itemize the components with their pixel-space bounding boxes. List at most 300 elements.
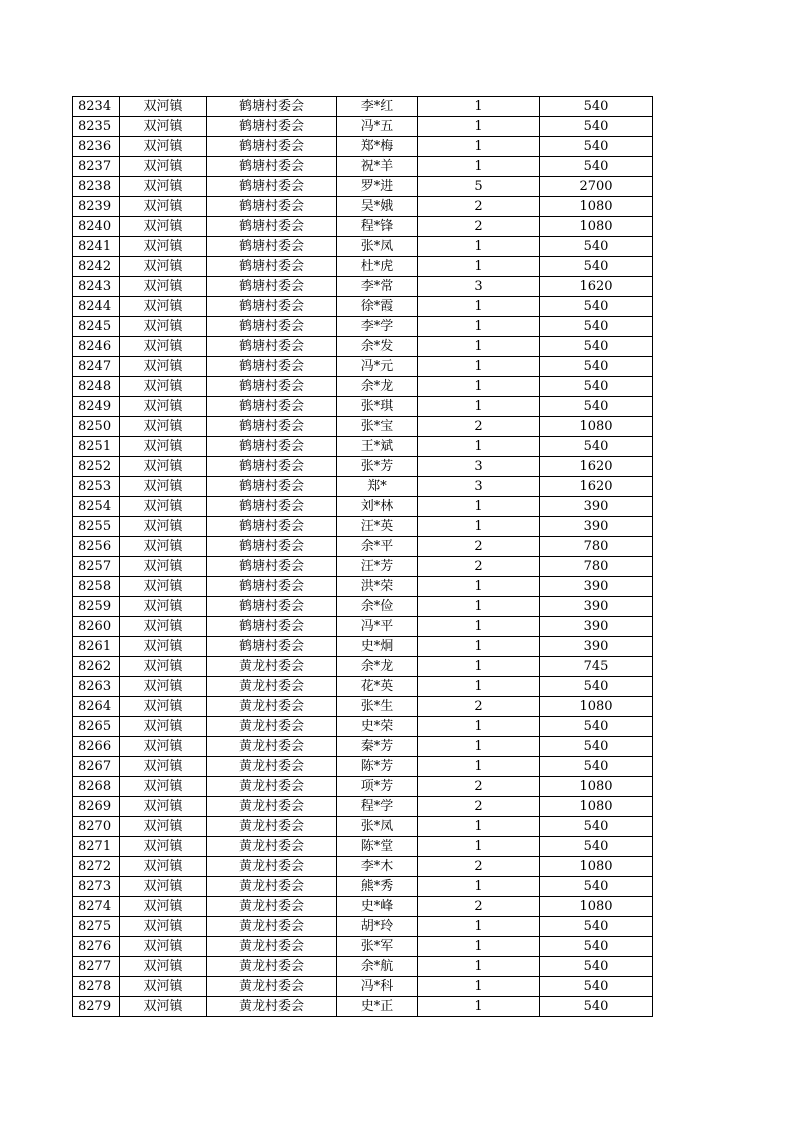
person-name-cell: 余*发 [337,337,418,357]
table-row [73,837,653,857]
household-count-cell: 1 [418,737,540,757]
table-row [73,697,653,717]
household-count-cell: 1 [418,317,540,337]
town-name-cell: 双河镇 [120,277,207,297]
person-name-cell: 洪*荣 [337,577,418,597]
table-row [73,937,653,957]
village-committee-cell: 鹤塘村委会 [207,97,337,117]
town-name-cell: 双河镇 [120,557,207,577]
person-name-cell: 史*峰 [337,897,418,917]
row-number-cell: 8258 [73,577,120,597]
village-committee-cell: 黄龙村委会 [207,957,337,977]
person-name-cell: 王*斌 [337,437,418,457]
row-number-cell: 8265 [73,717,120,737]
amount-cell: 390 [540,497,653,517]
amount-cell: 1080 [540,777,653,797]
row-number-cell: 8268 [73,777,120,797]
town-name-cell: 双河镇 [120,837,207,857]
village-committee-cell: 鹤塘村委会 [207,397,337,417]
amount-cell: 540 [540,917,653,937]
amount-cell: 780 [540,557,653,577]
row-number-cell: 8273 [73,877,120,897]
amount-cell: 1620 [540,457,653,477]
table-row [73,597,653,617]
table-row [73,497,653,517]
amount-cell: 540 [540,717,653,737]
town-name-cell: 双河镇 [120,597,207,617]
table-row [73,317,653,337]
village-committee-cell: 黄龙村委会 [207,797,337,817]
amount-cell: 540 [540,977,653,997]
household-count-cell: 2 [418,797,540,817]
row-number-cell: 8259 [73,597,120,617]
person-name-cell: 余*航 [337,957,418,977]
table-row [73,957,653,977]
town-name-cell: 双河镇 [120,617,207,637]
table-row [73,617,653,637]
town-name-cell: 双河镇 [120,417,207,437]
amount-cell: 390 [540,617,653,637]
household-count-cell: 1 [418,237,540,257]
household-count-cell: 2 [418,537,540,557]
person-name-cell: 郑*梅 [337,137,418,157]
table-row [73,417,653,437]
row-number-cell: 8256 [73,537,120,557]
amount-cell: 540 [540,317,653,337]
person-name-cell: 陈*芳 [337,757,418,777]
town-name-cell: 双河镇 [120,857,207,877]
table-row [73,397,653,417]
person-name-cell: 余*龙 [337,657,418,677]
household-count-cell: 3 [418,477,540,497]
household-count-cell: 1 [418,837,540,857]
village-committee-cell: 鹤塘村委会 [207,437,337,457]
village-committee-cell: 鹤塘村委会 [207,577,337,597]
town-name-cell: 双河镇 [120,177,207,197]
household-count-cell: 3 [418,457,540,477]
household-count-cell: 1 [418,677,540,697]
household-count-cell: 1 [418,637,540,657]
table-row [73,717,653,737]
household-count-cell: 1 [418,937,540,957]
amount-cell: 1080 [540,697,653,717]
household-count-cell: 1 [418,997,540,1017]
amount-cell: 390 [540,517,653,537]
person-name-cell: 张*琪 [337,397,418,417]
village-committee-cell: 鹤塘村委会 [207,237,337,257]
table-body [73,97,653,1017]
person-name-cell: 郑* [337,477,418,497]
person-name-cell: 程*锋 [337,217,418,237]
person-name-cell: 刘*林 [337,497,418,517]
table-row [73,857,653,877]
household-count-cell: 1 [418,657,540,677]
table-row [73,817,653,837]
table-row [73,637,653,657]
person-name-cell: 李*学 [337,317,418,337]
row-number-cell: 8264 [73,697,120,717]
row-number-cell: 8235 [73,117,120,137]
person-name-cell: 陈*堂 [337,837,418,857]
village-committee-cell: 黄龙村委会 [207,857,337,877]
table-row [73,557,653,577]
village-committee-cell: 黄龙村委会 [207,837,337,857]
amount-cell: 390 [540,637,653,657]
person-name-cell: 史*正 [337,997,418,1017]
table-row [73,677,653,697]
amount-cell: 540 [540,437,653,457]
village-committee-cell: 鹤塘村委会 [207,637,337,657]
household-count-cell: 1 [418,917,540,937]
person-name-cell: 张*军 [337,937,418,957]
row-number-cell: 8275 [73,917,120,937]
row-number-cell: 8267 [73,757,120,777]
person-name-cell: 冯*平 [337,617,418,637]
row-number-cell: 8276 [73,937,120,957]
person-name-cell: 冯*五 [337,117,418,137]
row-number-cell: 8250 [73,417,120,437]
amount-cell: 540 [540,97,653,117]
row-number-cell: 8253 [73,477,120,497]
person-name-cell: 胡*玲 [337,917,418,937]
village-committee-cell: 鹤塘村委会 [207,597,337,617]
town-name-cell: 双河镇 [120,317,207,337]
town-name-cell: 双河镇 [120,197,207,217]
town-name-cell: 双河镇 [120,997,207,1017]
town-name-cell: 双河镇 [120,377,207,397]
row-number-cell: 8248 [73,377,120,397]
amount-cell: 540 [540,357,653,377]
table-row [73,997,653,1017]
table-row [73,877,653,897]
household-count-cell: 1 [418,97,540,117]
town-name-cell: 双河镇 [120,397,207,417]
table-row [73,197,653,217]
household-count-cell: 1 [418,757,540,777]
amount-cell: 540 [540,817,653,837]
town-name-cell: 双河镇 [120,737,207,757]
row-number-cell: 8279 [73,997,120,1017]
town-name-cell: 双河镇 [120,157,207,177]
household-count-cell: 1 [418,957,540,977]
village-committee-cell: 黄龙村委会 [207,877,337,897]
town-name-cell: 双河镇 [120,657,207,677]
village-committee-cell: 黄龙村委会 [207,897,337,917]
household-count-cell: 2 [418,417,540,437]
amount-cell: 540 [540,957,653,977]
table-row [73,457,653,477]
village-committee-cell: 黄龙村委会 [207,737,337,757]
person-name-cell: 张*芳 [337,457,418,477]
amount-cell: 540 [540,937,653,957]
town-name-cell: 双河镇 [120,517,207,537]
amount-cell: 540 [540,757,653,777]
town-name-cell: 双河镇 [120,477,207,497]
village-committee-cell: 鹤塘村委会 [207,517,337,537]
village-committee-cell: 黄龙村委会 [207,777,337,797]
amount-cell: 540 [540,257,653,277]
household-count-cell: 1 [418,577,540,597]
household-count-cell: 1 [418,517,540,537]
table-row [73,977,653,997]
table-row [73,477,653,497]
person-name-cell: 花*英 [337,677,418,697]
row-number-cell: 8252 [73,457,120,477]
village-committee-cell: 鹤塘村委会 [207,297,337,317]
town-name-cell: 双河镇 [120,357,207,377]
amount-cell: 540 [540,137,653,157]
amount-cell: 540 [540,877,653,897]
town-name-cell: 双河镇 [120,577,207,597]
row-number-cell: 8241 [73,237,120,257]
household-count-cell: 1 [418,717,540,737]
household-count-cell: 2 [418,217,540,237]
person-name-cell: 徐*霞 [337,297,418,317]
household-count-cell: 1 [418,497,540,517]
table-row [73,517,653,537]
table-row [73,437,653,457]
person-name-cell: 张*凤 [337,237,418,257]
table-row [73,257,653,277]
table-row [73,657,653,677]
table-row [73,277,653,297]
town-name-cell: 双河镇 [120,697,207,717]
row-number-cell: 8244 [73,297,120,317]
town-name-cell: 双河镇 [120,677,207,697]
row-number-cell: 8239 [73,197,120,217]
table-row [73,237,653,257]
amount-cell: 540 [540,737,653,757]
row-number-cell: 8243 [73,277,120,297]
row-number-cell: 8240 [73,217,120,237]
household-count-cell: 1 [418,617,540,637]
table-row [73,537,653,557]
household-count-cell: 2 [418,557,540,577]
village-committee-cell: 鹤塘村委会 [207,537,337,557]
amount-cell: 1080 [540,197,653,217]
village-committee-cell: 鹤塘村委会 [207,117,337,137]
village-committee-cell: 黄龙村委会 [207,917,337,937]
town-name-cell: 双河镇 [120,797,207,817]
amount-cell: 1080 [540,417,653,437]
amount-cell: 540 [540,337,653,357]
row-number-cell: 8277 [73,957,120,977]
village-committee-cell: 鹤塘村委会 [207,417,337,437]
table-row [73,797,653,817]
person-name-cell: 汪*芳 [337,557,418,577]
village-committee-cell: 鹤塘村委会 [207,257,337,277]
household-count-cell: 1 [418,977,540,997]
person-name-cell: 张*生 [337,697,418,717]
village-committee-cell: 鹤塘村委会 [207,217,337,237]
village-committee-cell: 鹤塘村委会 [207,457,337,477]
household-count-cell: 2 [418,197,540,217]
village-committee-cell: 鹤塘村委会 [207,317,337,337]
row-number-cell: 8271 [73,837,120,857]
town-name-cell: 双河镇 [120,97,207,117]
table-row [73,577,653,597]
household-count-cell: 1 [418,337,540,357]
table-row [73,337,653,357]
town-name-cell: 双河镇 [120,957,207,977]
person-name-cell: 祝*羊 [337,157,418,177]
table-row [73,117,653,137]
person-name-cell: 史*炯 [337,637,418,657]
household-count-cell: 1 [418,377,540,397]
row-number-cell: 8249 [73,397,120,417]
table-row [73,97,653,117]
table-row [73,137,653,157]
row-number-cell: 8262 [73,657,120,677]
village-committee-cell: 黄龙村委会 [207,757,337,777]
village-committee-cell: 鹤塘村委会 [207,617,337,637]
table-row [73,897,653,917]
amount-cell: 540 [540,677,653,697]
village-committee-cell: 黄龙村委会 [207,677,337,697]
row-number-cell: 8251 [73,437,120,457]
row-number-cell: 8245 [73,317,120,337]
amount-cell: 540 [540,237,653,257]
village-committee-cell: 鹤塘村委会 [207,337,337,357]
town-name-cell: 双河镇 [120,297,207,317]
row-number-cell: 8237 [73,157,120,177]
household-count-cell: 1 [418,157,540,177]
amount-cell: 1620 [540,477,653,497]
town-name-cell: 双河镇 [120,457,207,477]
household-count-cell: 2 [418,857,540,877]
town-name-cell: 双河镇 [120,537,207,557]
town-name-cell: 双河镇 [120,337,207,357]
household-count-cell: 1 [418,437,540,457]
town-name-cell: 双河镇 [120,637,207,657]
town-name-cell: 双河镇 [120,437,207,457]
amount-cell: 540 [540,377,653,397]
household-count-cell: 1 [418,597,540,617]
village-committee-cell: 鹤塘村委会 [207,197,337,217]
row-number-cell: 8272 [73,857,120,877]
row-number-cell: 8261 [73,637,120,657]
household-count-cell: 1 [418,257,540,277]
person-name-cell: 余*俭 [337,597,418,617]
town-name-cell: 双河镇 [120,257,207,277]
town-name-cell: 双河镇 [120,777,207,797]
person-name-cell: 张*凤 [337,817,418,837]
household-count-cell: 1 [418,397,540,417]
row-number-cell: 8246 [73,337,120,357]
person-name-cell: 史*荣 [337,717,418,737]
amount-cell: 1080 [540,857,653,877]
person-name-cell: 李*红 [337,97,418,117]
person-name-cell: 项*芳 [337,777,418,797]
village-committee-cell: 黄龙村委会 [207,817,337,837]
table-row [73,157,653,177]
village-committee-cell: 鹤塘村委会 [207,497,337,517]
household-count-cell: 1 [418,137,540,157]
household-count-cell: 2 [418,697,540,717]
row-number-cell: 8234 [73,97,120,117]
person-name-cell: 罗*进 [337,177,418,197]
village-committee-cell: 黄龙村委会 [207,697,337,717]
town-name-cell: 双河镇 [120,877,207,897]
row-number-cell: 8263 [73,677,120,697]
village-committee-cell: 黄龙村委会 [207,977,337,997]
person-name-cell: 熊*秀 [337,877,418,897]
person-name-cell: 冯*科 [337,977,418,997]
person-name-cell: 李*木 [337,857,418,877]
town-name-cell: 双河镇 [120,977,207,997]
village-committee-cell: 黄龙村委会 [207,937,337,957]
amount-cell: 780 [540,537,653,557]
row-number-cell: 8238 [73,177,120,197]
village-committee-cell: 鹤塘村委会 [207,157,337,177]
amount-cell: 1080 [540,797,653,817]
household-count-cell: 2 [418,777,540,797]
household-count-cell: 1 [418,297,540,317]
household-count-cell: 3 [418,277,540,297]
town-name-cell: 双河镇 [120,717,207,737]
row-number-cell: 8270 [73,817,120,837]
amount-cell: 540 [540,837,653,857]
town-name-cell: 双河镇 [120,237,207,257]
village-committee-cell: 鹤塘村委会 [207,177,337,197]
person-name-cell: 李*常 [337,277,418,297]
amount-cell: 745 [540,657,653,677]
town-name-cell: 双河镇 [120,897,207,917]
household-count-cell: 1 [418,357,540,377]
person-name-cell: 吴*娥 [337,197,418,217]
data-table [72,96,653,1017]
table-row [73,757,653,777]
person-name-cell: 张*宝 [337,417,418,437]
amount-cell: 540 [540,157,653,177]
village-committee-cell: 鹤塘村委会 [207,477,337,497]
village-committee-cell: 鹤塘村委会 [207,277,337,297]
table-row [73,297,653,317]
town-name-cell: 双河镇 [120,117,207,137]
village-committee-cell: 黄龙村委会 [207,997,337,1017]
village-committee-cell: 鹤塘村委会 [207,357,337,377]
person-name-cell: 杜*虎 [337,257,418,277]
town-name-cell: 双河镇 [120,137,207,157]
village-committee-cell: 鹤塘村委会 [207,377,337,397]
row-number-cell: 8260 [73,617,120,637]
row-number-cell: 8266 [73,737,120,757]
amount-cell: 1080 [540,217,653,237]
amount-cell: 390 [540,597,653,617]
row-number-cell: 8255 [73,517,120,537]
table-row [73,377,653,397]
amount-cell: 540 [540,297,653,317]
town-name-cell: 双河镇 [120,217,207,237]
amount-cell: 540 [540,117,653,137]
table-row [73,357,653,377]
amount-cell: 540 [540,997,653,1017]
amount-cell: 390 [540,577,653,597]
row-number-cell: 8269 [73,797,120,817]
village-committee-cell: 鹤塘村委会 [207,557,337,577]
amount-cell: 540 [540,397,653,417]
person-name-cell: 冯*元 [337,357,418,377]
row-number-cell: 8242 [73,257,120,277]
town-name-cell: 双河镇 [120,937,207,957]
household-count-cell: 1 [418,877,540,897]
amount-cell: 1080 [540,897,653,917]
household-count-cell: 1 [418,117,540,137]
table-row [73,177,653,197]
table-row [73,217,653,237]
row-number-cell: 8236 [73,137,120,157]
village-committee-cell: 黄龙村委会 [207,657,337,677]
